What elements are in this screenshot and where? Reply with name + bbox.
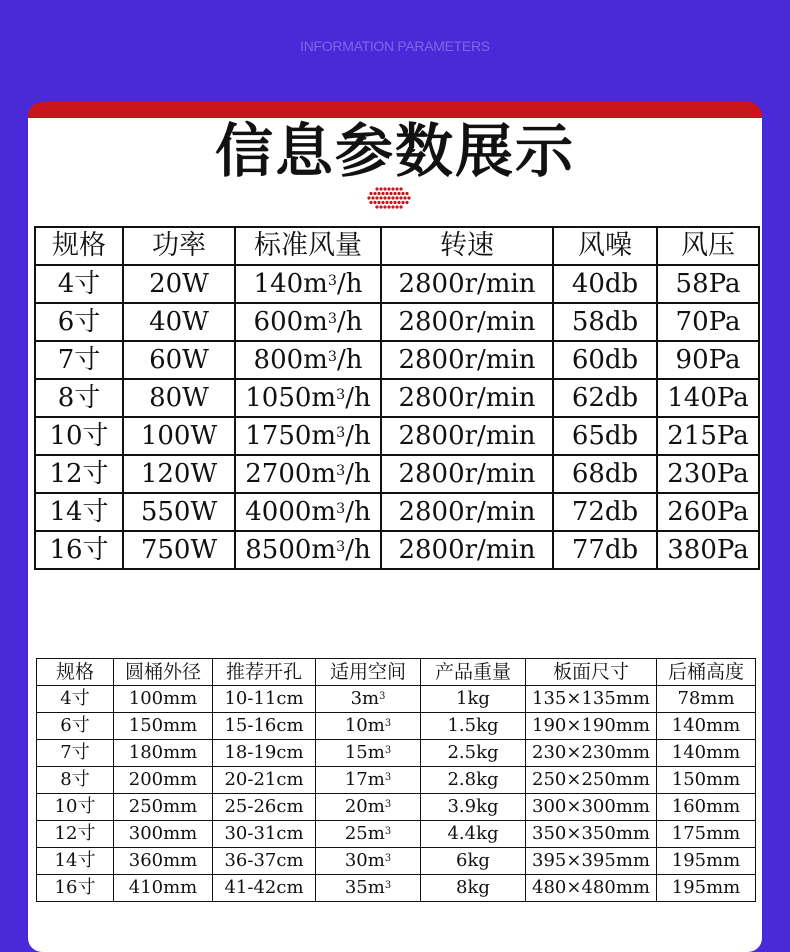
diameter-cell: 410mm xyxy=(114,875,213,902)
speed-cell: 2800r/min xyxy=(381,531,553,569)
size-cell: 7寸 xyxy=(35,341,123,379)
table-row xyxy=(35,493,759,531)
card-title: 信息参数展示 xyxy=(214,117,575,185)
table-row xyxy=(37,713,756,740)
airflow-cell: $4000m^3/h$ xyxy=(235,493,381,531)
table-row xyxy=(37,740,756,767)
diameter-cell: 100mm xyxy=(114,686,213,713)
size-cell: 4寸 xyxy=(35,265,123,303)
table-row xyxy=(37,767,756,794)
size-cell: 12寸 xyxy=(35,455,123,493)
noise-cell: 60db xyxy=(553,341,657,379)
height-cell: 78mm xyxy=(657,686,756,713)
size-cell: 7寸 xyxy=(37,740,114,767)
airflow-cell: $8500m^3/h$ xyxy=(235,531,381,569)
pressure-cell: 90Pa xyxy=(657,341,759,379)
size-cell: 16寸 xyxy=(35,531,123,569)
hole-cell: 20-21cm xyxy=(213,767,316,794)
panel-cell: 190×190mm xyxy=(526,713,657,740)
diameter-cell: 150mm xyxy=(114,713,213,740)
weight-cell: 4.4kg xyxy=(421,821,526,848)
noise-cell: 77db xyxy=(553,531,657,569)
weight-cell: 8kg xyxy=(421,875,526,902)
noise-cell: 68db xyxy=(553,455,657,493)
dots-decoration-icon xyxy=(366,186,412,210)
size-cell: 10寸 xyxy=(35,417,123,455)
speed-cell: 2800r/min xyxy=(381,341,553,379)
weight-cell: 1kg xyxy=(421,686,526,713)
size-cell: 8寸 xyxy=(37,767,114,794)
hole-cell: 30-31cm xyxy=(213,821,316,848)
pressure-cell: 380Pa xyxy=(657,531,759,569)
table-row xyxy=(35,531,759,569)
panel-cell: 135×135mm xyxy=(526,686,657,713)
spec-table-performance xyxy=(34,226,760,570)
hole-cell: 36-37cm xyxy=(213,848,316,875)
table-row xyxy=(37,821,756,848)
column-header: 功率 xyxy=(123,227,235,265)
size-cell: 10寸 xyxy=(37,794,114,821)
hole-cell: 25-26cm xyxy=(213,794,316,821)
noise-cell: 72db xyxy=(553,493,657,531)
noise-cell: 65db xyxy=(553,417,657,455)
weight-cell: 3.9kg xyxy=(421,794,526,821)
table-header-row xyxy=(35,227,759,265)
column-header: 标准风量 xyxy=(235,227,381,265)
table-row xyxy=(35,379,759,417)
height-cell: 160mm xyxy=(657,794,756,821)
space-cell: $30m^3$ xyxy=(316,848,421,875)
weight-cell: 2.5kg xyxy=(421,740,526,767)
pressure-cell: 215Pa xyxy=(657,417,759,455)
size-cell: 8寸 xyxy=(35,379,123,417)
speed-cell: 2800r/min xyxy=(381,303,553,341)
size-cell: 12寸 xyxy=(37,821,114,848)
noise-cell: 62db xyxy=(553,379,657,417)
power-cell: 80W xyxy=(123,379,235,417)
space-cell: $17m^3$ xyxy=(316,767,421,794)
panel-cell: 395×395mm xyxy=(526,848,657,875)
column-header: 后桶高度 xyxy=(657,659,756,686)
panel-cell: 480×480mm xyxy=(526,875,657,902)
airflow-cell: $1050m^3/h$ xyxy=(235,379,381,417)
pressure-cell: 70Pa xyxy=(657,303,759,341)
spec-table-dimensions xyxy=(36,658,756,902)
size-cell: 6寸 xyxy=(35,303,123,341)
noise-cell: 58db xyxy=(553,303,657,341)
table-row xyxy=(37,875,756,902)
height-cell: 150mm xyxy=(657,767,756,794)
speed-cell: 2800r/min xyxy=(381,379,553,417)
table-row xyxy=(35,265,759,303)
diameter-cell: 180mm xyxy=(114,740,213,767)
column-header: 圆桶外径 xyxy=(114,659,213,686)
power-cell: 20W xyxy=(123,265,235,303)
weight-cell: 6kg xyxy=(421,848,526,875)
space-cell: $15m^3$ xyxy=(316,740,421,767)
panel-cell: 300×300mm xyxy=(526,794,657,821)
height-cell: 195mm xyxy=(657,875,756,902)
power-cell: 100W xyxy=(123,417,235,455)
hole-cell: 41-42cm xyxy=(213,875,316,902)
column-header: 推荐开孔 xyxy=(213,659,316,686)
size-cell: 6寸 xyxy=(37,713,114,740)
column-header: 规格 xyxy=(37,659,114,686)
height-cell: 195mm xyxy=(657,848,756,875)
column-header: 转速 xyxy=(381,227,553,265)
airflow-cell: $1750m^3/h$ xyxy=(235,417,381,455)
space-cell: $35m^3$ xyxy=(316,875,421,902)
table-row xyxy=(37,848,756,875)
diameter-cell: 250mm xyxy=(114,794,213,821)
space-cell: $25m^3$ xyxy=(316,821,421,848)
table-row xyxy=(35,455,759,493)
speed-cell: 2800r/min xyxy=(381,417,553,455)
pressure-cell: 230Pa xyxy=(657,455,759,493)
table-row xyxy=(37,686,756,713)
power-cell: 40W xyxy=(123,303,235,341)
section-subtitle: INFORMATION PARAMETERS xyxy=(300,38,490,54)
info-card xyxy=(28,102,762,952)
table-row xyxy=(35,417,759,455)
height-cell: 140mm xyxy=(657,740,756,767)
diameter-cell: 360mm xyxy=(114,848,213,875)
noise-cell: 40db xyxy=(553,265,657,303)
diameter-cell: 300mm xyxy=(114,821,213,848)
column-header: 板面尺寸 xyxy=(526,659,657,686)
speed-cell: 2800r/min xyxy=(381,265,553,303)
power-cell: 550W xyxy=(123,493,235,531)
size-cell: 14寸 xyxy=(37,848,114,875)
weight-cell: 2.8kg xyxy=(421,767,526,794)
diameter-cell: 200mm xyxy=(114,767,213,794)
power-cell: 60W xyxy=(123,341,235,379)
pressure-cell: 140Pa xyxy=(657,379,759,417)
column-header: 适用空间 xyxy=(316,659,421,686)
height-cell: 140mm xyxy=(657,713,756,740)
column-header: 风噪 xyxy=(553,227,657,265)
speed-cell: 2800r/min xyxy=(381,493,553,531)
table-row xyxy=(37,794,756,821)
airflow-cell: $800m^3/h$ xyxy=(235,341,381,379)
table-header-row xyxy=(37,659,756,686)
size-cell: 16寸 xyxy=(37,875,114,902)
power-cell: 120W xyxy=(123,455,235,493)
airflow-cell: $600m^3/h$ xyxy=(235,303,381,341)
space-cell: $20m^3$ xyxy=(316,794,421,821)
pressure-cell: 58Pa xyxy=(657,265,759,303)
hole-cell: 15-16cm xyxy=(213,713,316,740)
panel-cell: 350×350mm xyxy=(526,821,657,848)
hole-cell: 10-11cm xyxy=(213,686,316,713)
panel-cell: 230×230mm xyxy=(526,740,657,767)
column-header: 规格 xyxy=(35,227,123,265)
airflow-cell: $140m^3/h$ xyxy=(235,265,381,303)
weight-cell: 1.5kg xyxy=(421,713,526,740)
table-row xyxy=(35,303,759,341)
size-cell: 14寸 xyxy=(35,493,123,531)
panel-cell: 250×250mm xyxy=(526,767,657,794)
column-header: 风压 xyxy=(657,227,759,265)
size-cell: 4寸 xyxy=(37,686,114,713)
airflow-cell: $2700m^3/h$ xyxy=(235,455,381,493)
hole-cell: 18-19cm xyxy=(213,740,316,767)
power-cell: 750W xyxy=(123,531,235,569)
space-cell: $10m^3$ xyxy=(316,713,421,740)
table-row xyxy=(35,341,759,379)
speed-cell: 2800r/min xyxy=(381,455,553,493)
column-header: 产品重量 xyxy=(421,659,526,686)
height-cell: 175mm xyxy=(657,821,756,848)
space-cell: $3m^3$ xyxy=(316,686,421,713)
pressure-cell: 260Pa xyxy=(657,493,759,531)
